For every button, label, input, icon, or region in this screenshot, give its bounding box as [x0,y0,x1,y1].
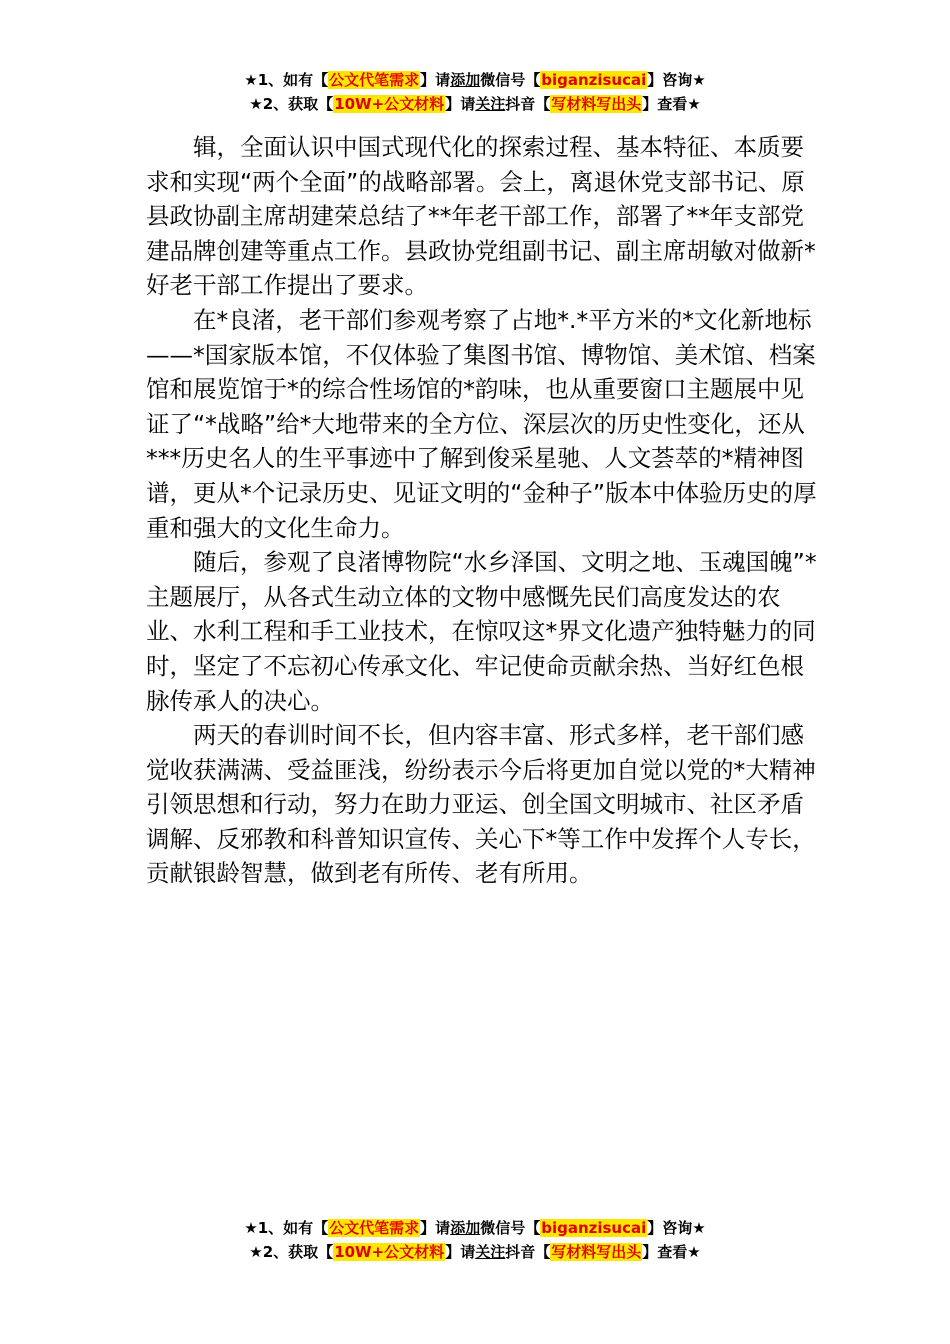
banner-line-2 [0,92,950,116]
banner-highlight: biganzisucai [541,71,647,89]
banner-text: 】请 [445,95,476,113]
banner-text: 】咨询★ [647,71,706,89]
banner-highlight: 写材料写出头 [551,95,642,113]
paragraph-3: 随后，参观了良渚博物院“水乡泽国、文明之地、玉魂国魄”*主题展厅，从各式生动立体的文物中感慨先民们高度发达的农业、水利工程和手工业技术，在惊叹这*界文化遗产独特魅力的同时，坚定了不忘初心传承文化、牢记使命贡献余热、当好红色根脉传承人的决心。 [146,548,817,715]
banner-text: ★2、获取【 [249,1243,334,1261]
banner-highlight: 写材料写出头 [551,1243,642,1261]
banner-text: ★1、如有【 [244,71,329,89]
banner-highlight: 10W+公文材料 [334,95,445,113]
banner-line-1 [0,68,950,92]
banner-text: 抖音【 [505,1243,551,1261]
banner-highlight: 公文代笔需求 [329,1219,420,1237]
banner-text: 】请 [420,1219,451,1237]
banner-text: 微信号【 [480,71,541,89]
footer-banner [0,1216,950,1264]
paragraph-1: 辑，全面认识中国式现代化的探索过程、基本特征、本质要求和实现“两个全面”的战略部署。会上，离退休党支部书记、原县政协副主席胡建荣总结了**年老干部工作，部署了**年支部党建品牌创建等重点工作。县政协党组副书记、副主席胡敏对做新*好老干部工作提出了要求。 [146,133,816,300]
banner-text: 】查看★ [642,95,701,113]
banner-line-2 [0,1240,950,1264]
banner-text: ★1、如有【 [244,1219,329,1237]
banner-text: 微信号【 [480,1219,541,1237]
paragraph-4: 两天的春训时间不长，但内容丰富、形式多样，老干部们感觉收获满满、受益匪浅，纷纷表示今后将更加自觉以党的*大精神引领思想和行动，努力在助力亚运、创全国文明城市、社区矛盾调解、反邪教和科普知识宣传、关心下*等工作中发挥个人专长，贡献银龄智慧，做到老有所传、老有所用。 [146,721,816,888]
banner-line-1 [0,1216,950,1240]
banner-underlined: 添加 [450,1219,481,1237]
banner-text: 】请 [420,71,451,89]
banner-underlined: 添加 [450,71,481,89]
banner-highlight: 公文代笔需求 [329,71,420,89]
paragraph-2: 在*良渚，老干部们参观考察了占地*.*平方米的*文化新地标——*国家版本馆，不仅体验了集图书馆、博物馆、美术馆、档案馆和展览馆于*的综合性场馆的*韵味，也从重要窗口主题展中见证了“*战略”给*大地带来的全方位、深层次的历史性变化，还从***历史名人的生平事迹中了解到俊采星驰、人文荟萃的*精神图谱，更从*个记录历史、见证文明的“金种子”版本中体验历史的厚重和强大的文化生命力。 [146,305,817,542]
banner-text: 】咨询★ [647,1219,706,1237]
banner-underlined: 关注 [475,1243,506,1261]
header-banner [0,68,950,116]
banner-highlight: biganzisucai [541,1219,647,1237]
banner-text: 】请 [445,1243,476,1261]
banner-underlined: 关注 [475,95,506,113]
document-body [146,130,818,891]
banner-text: 抖音【 [505,95,551,113]
banner-text: 】查看★ [642,1243,701,1261]
banner-highlight: 10W+公文材料 [334,1243,445,1261]
banner-text: ★2、获取【 [249,95,334,113]
